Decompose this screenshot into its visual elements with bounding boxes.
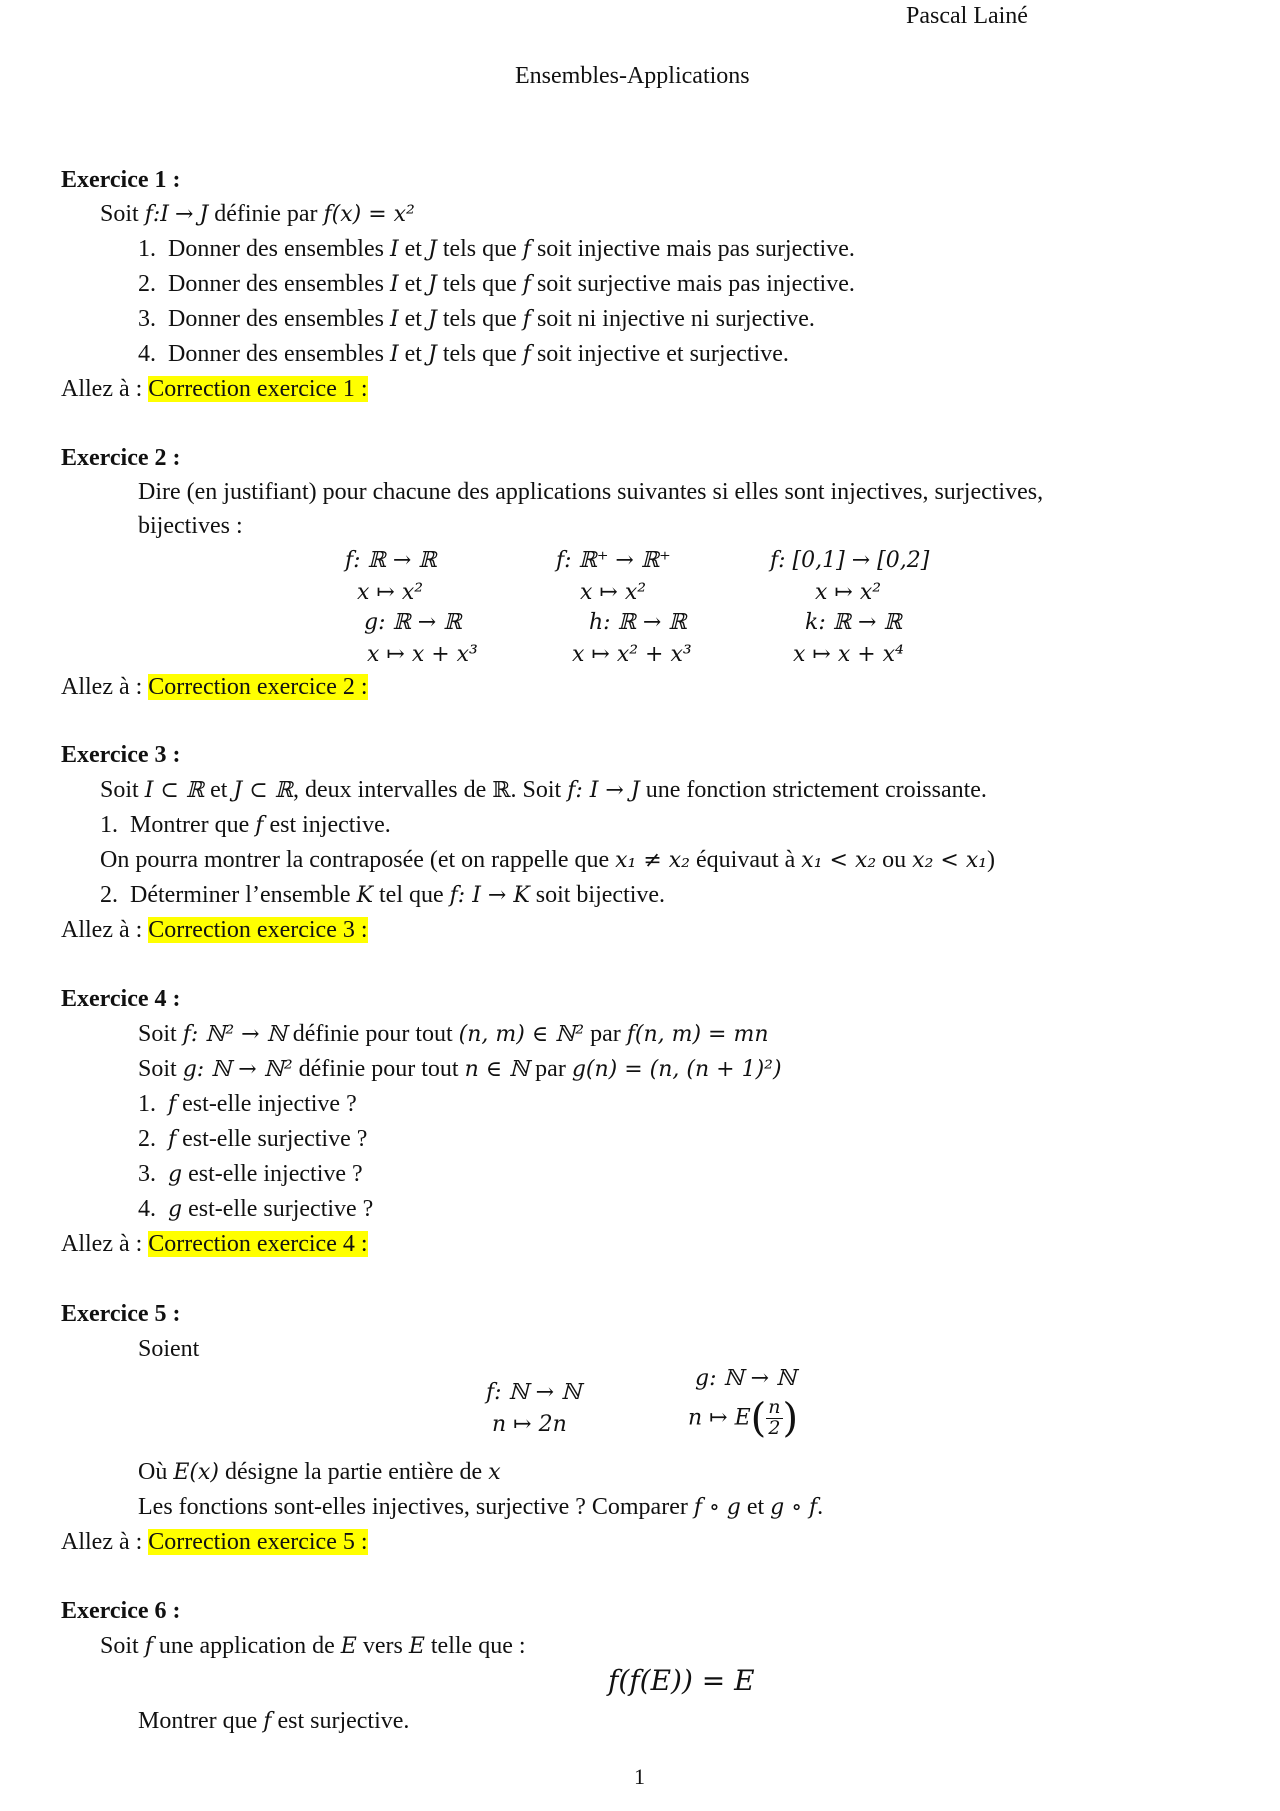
map-f-rule: x ↦ x² (357, 580, 424, 605)
map-f-signature: f: ℝ → ℝ (345, 548, 437, 573)
map-f-rule: x ↦ x² (580, 580, 647, 605)
exercise-2-title: Exercice 2 : (61, 445, 181, 471)
exercise-6-intro: Soit f une application de E vers E telle que : (100, 1633, 526, 1659)
exercise-4-goto: Allez à : Correction exercice 4 : (61, 1231, 368, 1257)
correction-2-link[interactable]: Correction exercice 2 : (148, 674, 368, 700)
exercise-4-item: 3. g est-elle injective ? (138, 1161, 363, 1187)
exercise-6-equation: f(f(E)) = E (608, 1664, 755, 1697)
exercise-4-item: 1. f est-elle injective ? (138, 1091, 357, 1117)
exercise-4-item: 4. g est-elle surjective ? (138, 1196, 374, 1222)
exercise-2-goto: Allez à : Correction exercice 2 : (61, 674, 368, 700)
map-h-signature: h: ℝ → ℝ (589, 610, 687, 635)
correction-4-link[interactable]: Correction exercice 4 : (148, 1231, 368, 1257)
map-g-rule: x ↦ x + x³ (367, 642, 478, 667)
exercise-4-line: Soit g: ℕ → ℕ² définie pour tout n ∈ ℕ par g(n) = (n, (n + 1)²) (138, 1056, 782, 1082)
map-g-signature: g: ℕ → ℕ (695, 1366, 797, 1391)
page-title: Ensembles-Applications (515, 63, 750, 89)
exercise-6-title: Exercice 6 : (61, 1598, 181, 1624)
page-number: 1 (634, 1764, 645, 1789)
map-f-rule: x ↦ x² (815, 580, 882, 605)
map-k-rule: x ↦ x + x⁴ (793, 642, 904, 667)
exercise-5-line: Où E(x) désigne la partie entière de x (138, 1459, 501, 1485)
fraction-n-over-2: $\frac{n}{2}$ (768, 1396, 781, 1439)
exercise-3-title: Exercice 3 : (61, 742, 181, 768)
exercise-1-item: 1. Donner des ensembles I et J tels que f soit injective mais pas surjective. (138, 236, 855, 262)
exercise-2-line: bijectives : (138, 513, 243, 539)
exercise-1-goto: Allez à : Correction exercice 1 : (61, 376, 368, 402)
map-g-signature: g: ℝ → ℝ (364, 610, 462, 635)
correction-3-link[interactable]: Correction exercice 3 : (148, 917, 368, 943)
exercise-1-title: Exercice 1 : (61, 167, 181, 193)
exercise-3-hint: On pourra montrer la contraposée (et on rappelle que x₁ ≠ x₂ équivaut à x₁ < x₂ ou x₂ < x₁) (100, 847, 996, 873)
exercise-1-item: 2. Donner des ensembles I et J tels que f soit surjective mais pas injective. (138, 271, 855, 297)
exercise-3-item: 1. Montrer que f est injective. (100, 812, 391, 838)
exercise-1-item: 3. Donner des ensembles I et J tels que f soit ni injective ni surjective. (138, 306, 815, 332)
exercise-5-goto: Allez à : Correction exercice 5 : (61, 1529, 368, 1555)
exercise-5-line: Les fonctions sont-elles injectives, surjective ? Comparer f ∘ g et g ∘ f. (138, 1494, 824, 1520)
exercise-3-intro: Soit I ⊂ ℝ et J ⊂ ℝ, deux intervalles de ℝ. Soit f: I → J une fonction strictement croissante. (100, 777, 987, 803)
exercise-4-title: Exercice 4 : (61, 986, 181, 1012)
correction-5-link[interactable]: Correction exercice 5 : (148, 1529, 368, 1555)
map-f-rule: n ↦ 2n (492, 1412, 567, 1437)
map-f-signature: f: ℝ⁺ → ℝ⁺ (556, 548, 671, 573)
exercise-5-title: Exercice 5 : (61, 1301, 181, 1327)
exercise-4-item: 2. f est-elle surjective ? (138, 1126, 368, 1152)
exercise-1-intro: Soit f:I → J définie par f(x) = x² (100, 201, 415, 227)
map-g-rule: n ↦ E( $\frac{n}{2}$ ) (688, 1395, 799, 1442)
exercise-1-item: 4. Donner des ensembles I et J tels que f soit injective et surjective. (138, 341, 789, 367)
author: Pascal Lainé (906, 3, 1028, 29)
exercise-3-goto: Allez à : Correction exercice 3 : (61, 917, 368, 943)
exercise-3-item: 2. Déterminer l’ensemble K tel que f: I → K soit bijective. (100, 882, 666, 908)
map-h-rule: x ↦ x² + x³ (572, 642, 692, 667)
exercise-5-soient: Soient (138, 1336, 200, 1362)
exercise-4-line: Soit f: ℕ² → ℕ définie pour tout (n, m) ∈ ℕ² par f(n, m) = mn (138, 1021, 769, 1047)
exercise-6-line: Montrer que f est surjective. (138, 1708, 410, 1734)
map-f-signature: f: ℕ → ℕ (486, 1380, 582, 1405)
correction-1-link[interactable]: Correction exercice 1 : (148, 376, 368, 402)
map-k-signature: k: ℝ → ℝ (805, 610, 902, 635)
map-f-signature: f: [0,1] → [0,2] (770, 548, 930, 573)
exercise-2-line: Dire (en justifiant) pour chacune des applications suivantes si elles sont injectives, surjectives, (138, 479, 1044, 505)
